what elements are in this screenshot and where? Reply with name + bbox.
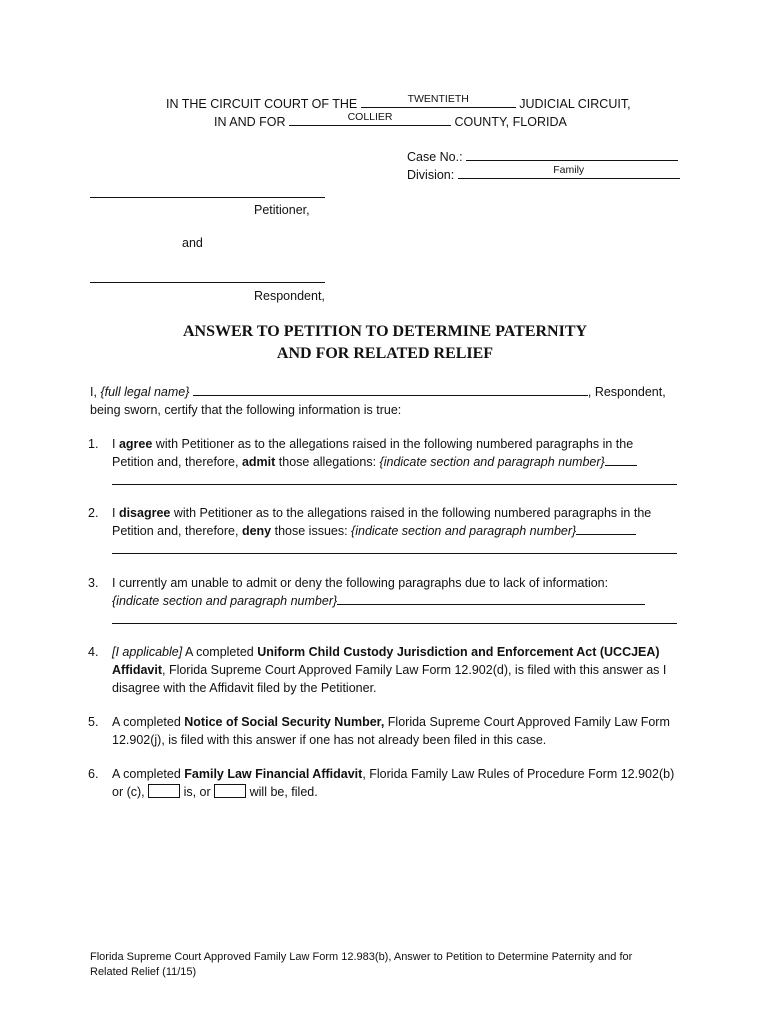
respondent-line[interactable] xyxy=(90,270,325,283)
intro-prefix: I, xyxy=(90,385,97,399)
will-be-filed-label: will be, filed. xyxy=(246,785,318,799)
item-2-text-a: I xyxy=(112,506,119,520)
item-1-text-a: I xyxy=(112,437,119,451)
item-1-number: 1. xyxy=(88,437,99,451)
item-5-text-c: Florida Supreme Court Approved Family Law Form 12.902(j), is filed with this answer if one has not already been filed in this case. xyxy=(112,715,670,747)
intro-paragraph xyxy=(90,383,680,419)
division-field[interactable] xyxy=(458,166,680,179)
division-value: Family xyxy=(553,164,585,176)
item-3-text: I currently am unable to admit or deny the following paragraphs due to lack of information: xyxy=(112,576,609,590)
item-2-inline-field[interactable] xyxy=(576,522,636,535)
item-1-admit: admit xyxy=(241,455,276,469)
item-3 xyxy=(88,574,677,624)
item-1 xyxy=(88,435,677,485)
intro-suffix: , Respondent, xyxy=(587,385,666,399)
county-field[interactable] xyxy=(289,113,451,126)
item-6 xyxy=(88,765,677,801)
item-5-ssn-notice: Notice of Social Security Number, xyxy=(184,715,385,729)
footer xyxy=(90,950,690,980)
item-2-text-d: those issues: xyxy=(271,524,352,538)
item-6-text-c: , Florida Family Law Rules of Procedure Form 12.902(b) or (c), xyxy=(112,767,675,799)
item-2-answer-line[interactable] xyxy=(112,540,677,554)
item-6-text-a: A completed xyxy=(112,767,185,781)
and-label: and xyxy=(182,236,203,250)
item-2-disagree: disagree xyxy=(118,506,171,520)
petitioner-line[interactable] xyxy=(90,185,325,198)
case-number-row xyxy=(407,148,678,164)
item-4-hint: [I applicable] xyxy=(112,645,183,659)
court-header-line2 xyxy=(214,113,567,129)
document-title-line2: AND FOR RELATED RELIEF xyxy=(276,345,494,362)
item-1-text-c: with Petitioner as to the allegations raised in the following numbered paragraphs in the Petition and, therefore, xyxy=(112,437,634,469)
is-label: is, or xyxy=(180,785,215,799)
circuit-value: TWENTIETH xyxy=(407,93,469,105)
item-1-answer-line[interactable] xyxy=(112,471,677,485)
will-be-filed-checkbox[interactable] xyxy=(214,784,246,798)
item-3-number: 3. xyxy=(88,576,99,590)
item-2-deny: deny xyxy=(241,524,272,538)
item-1-hint: {indicate section and paragraph number} xyxy=(379,455,605,469)
footer-line2: Related Relief (11/15) xyxy=(90,966,197,978)
item-5 xyxy=(88,713,677,749)
footer-line1: Florida Supreme Court Approved Family Law Form 12.983(b), Answer to Petition to Determine Paternity and for xyxy=(90,951,633,963)
item-1-agree: agree xyxy=(118,437,153,451)
county-prefix: IN AND FOR xyxy=(214,115,286,129)
item-3-hint: {indicate section and paragraph number} xyxy=(112,594,338,608)
intro-line2: being sworn, certify that the following information is true: xyxy=(90,403,402,417)
item-2-number: 2. xyxy=(88,506,99,520)
court-header-prefix: IN THE CIRCUIT COURT OF THE xyxy=(166,97,358,111)
item-3-inline-field[interactable] xyxy=(337,592,645,605)
document-title-line1: ANSWER TO PETITION TO DETERMINE PATERNITY xyxy=(182,323,588,340)
item-3-answer-line[interactable] xyxy=(112,610,677,624)
case-no-field[interactable] xyxy=(466,148,678,161)
circuit-field[interactable] xyxy=(361,95,516,108)
name-hint: {full legal name} xyxy=(100,385,190,399)
is-filed-checkbox[interactable] xyxy=(148,784,180,798)
county-value: COLLIER xyxy=(347,111,393,123)
full-name-field[interactable] xyxy=(193,383,588,396)
item-6-number: 6. xyxy=(88,767,99,781)
item-4-number: 4. xyxy=(88,645,99,659)
division-row xyxy=(407,166,680,182)
item-4-text-a: A completed xyxy=(182,645,258,659)
item-2-text-c: with Petitioner as to the allegations raised in the following numbered paragraphs in the Petition and, therefore, xyxy=(112,506,652,538)
item-2-hint: {indicate section and paragraph number} xyxy=(351,524,577,538)
court-header-suffix: JUDICIAL CIRCUIT, xyxy=(519,97,631,111)
petitioner-label: Petitioner, xyxy=(254,203,310,217)
item-5-text-a: A completed xyxy=(112,715,185,729)
item-5-number: 5. xyxy=(88,715,99,729)
item-4-text-c: , Florida Supreme Court Approved Family Law Form 12.902(d), is filed with this answer as I disagree with the Affidavit filed by the Petitioner. xyxy=(112,663,667,695)
item-4 xyxy=(88,643,677,697)
item-1-inline-field[interactable] xyxy=(605,453,637,466)
court-header-line1 xyxy=(166,95,631,111)
case-no-label: Case No.: xyxy=(407,150,463,164)
item-6-financial-affidavit: Family Law Financial Affidavit xyxy=(184,767,363,781)
respondent-label: Respondent, xyxy=(254,289,325,303)
item-1-text-d: those allegations: xyxy=(275,455,380,469)
item-2 xyxy=(88,504,677,554)
item-4-uccjea: Uniform Child Custody Jurisdiction and Enforcement Act (UCCJEA) Affidavit xyxy=(112,645,660,677)
county-suffix: COUNTY, FLORIDA xyxy=(454,115,567,129)
division-label: Division: xyxy=(407,168,455,182)
